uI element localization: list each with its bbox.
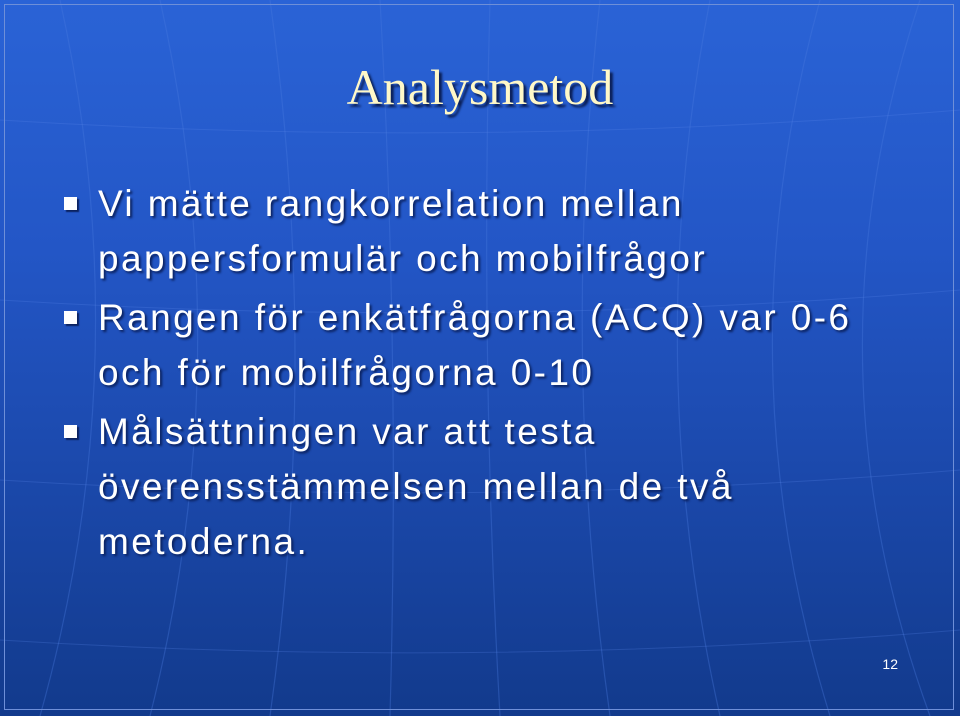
bullet-list: [62, 176, 922, 573]
bullet-item: [62, 176, 922, 286]
page-number: 12: [882, 656, 898, 672]
square-bullet-icon: [64, 311, 77, 324]
square-bullet-icon: [64, 197, 77, 210]
slide-title: Analysmetod: [346, 59, 614, 115]
bullet-text: Målsättningen var att testa överensstämmelsen mellan de två metoderna.: [98, 411, 734, 562]
bullet-text: Vi mätte rangkorrelation mellan pappersformulär och mobilfrågor: [98, 183, 708, 279]
bullet-text: Rangen för enkätfrågorna (ACQ) var 0-6 och för mobilfrågorna 0-10: [98, 297, 852, 393]
bullet-item: [62, 290, 922, 400]
bullet-item: [62, 404, 922, 569]
square-bullet-icon: [64, 425, 77, 438]
